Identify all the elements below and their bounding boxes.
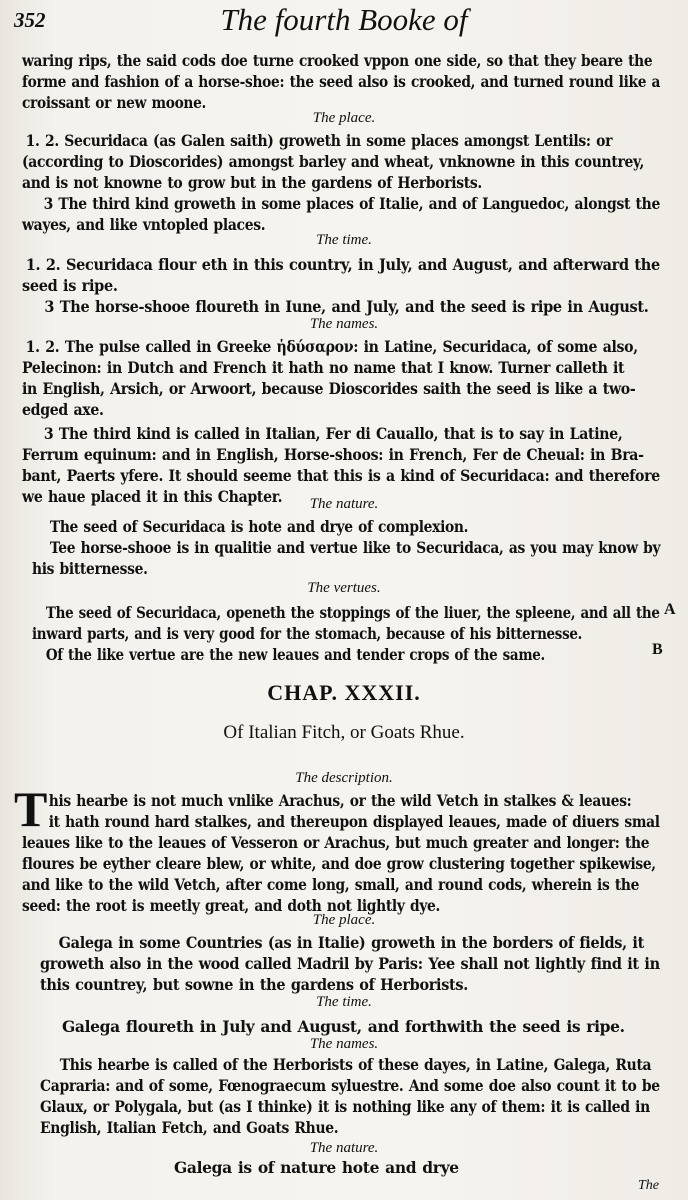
text-line: This hearbe is called of the Herborists of these dayes, in Latine, Galega, Ruta <box>59 1055 652 1074</box>
text-line: seed: the root is meetly great, and doth not lightly dye. <box>22 896 441 915</box>
text-line: Capraria: and of some, Fœnograecum syluestre. And some doe also count it to be <box>40 1076 660 1095</box>
text-line: Of the like vertue are the new leaues and tender crops of the same. <box>45 645 545 664</box>
text-line: Ferrum equinum: and in English, Horse-shoos: in French, Fer de Cheual: in Bra- <box>22 445 644 464</box>
text-line: and like to the wild Vetch, after come long, small, and round cods, wherein is the <box>22 875 640 894</box>
section-heading-names-2: The names. <box>309 1036 379 1052</box>
text-line: wayes, and like vntopled places. <box>22 215 266 234</box>
text-line: bant, Paerts yfere. It should seeme that this is a kind of Securidaca: and therefore <box>22 466 660 485</box>
text-line: 3 The horse-shooe floureth in Iune, and July, and the seed is ripe in August. <box>44 297 649 316</box>
text-line: Galega is of nature hote and drye <box>174 1158 459 1177</box>
place-paragraph <box>22 130 688 235</box>
text-line: 3 The third kind groweth in some places of Italie, and of Languedoc, alongst the <box>43 194 661 213</box>
text-line: (according to Dioscorides) amongst barley and wheat, vnknowne in this countrey, <box>22 152 645 171</box>
time-paragraph <box>22 254 688 317</box>
text-line: this countrey, but sowne in the gardens of Herborists. <box>40 975 468 994</box>
text-line: in English, Arsich, or Arwoort, because Dioscorides saith the seed is like a two- <box>22 379 636 398</box>
vertues-paragraph <box>32 602 688 665</box>
section-heading-place: The place. <box>312 110 376 126</box>
section-heading-names: The names. <box>309 316 379 332</box>
text-line: 1. 2. The pulse called in Greeke ἡδύσαρον: in Latine, Securidaca, of some also, <box>25 337 638 356</box>
section-heading-vertues: The vertues. <box>307 580 381 596</box>
margin-letter-b: B <box>652 641 663 658</box>
text-line: croissant or new moone. <box>22 93 207 112</box>
section-heading-nature-2: The nature. <box>309 1140 379 1156</box>
text-line: we haue placed it in this Chapter. <box>22 487 283 506</box>
drop-cap: T <box>14 781 48 837</box>
nature-paragraph <box>32 516 688 579</box>
names-paragraph <box>22 336 688 507</box>
text-line: Galega floureth in July and August, and forthwith the seed is ripe. <box>62 1017 625 1036</box>
text-line: 1. 2. Securidaca flour eth in this country, in July, and August, and afterward the <box>25 255 660 274</box>
place-paragraph-2 <box>40 932 688 995</box>
text-line: Galega in some Countries (as in Italie) groweth in the borders of fields, it <box>58 933 644 952</box>
text-line: floures be eyther cleare blew, or white, and doe grow clustering together spikewise, <box>22 854 656 873</box>
text-line: inward parts, and is very good for the stomach, because of his bitternesse. <box>32 624 582 643</box>
section-heading-time-2: The time. <box>316 994 372 1010</box>
section-heading-nature: The nature. <box>309 496 379 512</box>
time-paragraph-2 <box>62 1016 625 1037</box>
text-line: English, Italian Fetch, and Goats Rhue. <box>40 1118 339 1137</box>
chapter-subtitle: Of Italian Fitch, or Goats Rhue. <box>223 722 465 743</box>
section-heading-description: The description. <box>295 770 393 786</box>
text-line: seed is ripe. <box>22 276 118 295</box>
names-paragraph-2 <box>40 1054 688 1138</box>
text-line: groweth also in the wood called Madril by Paris: Yee shall not lightly find it in <box>40 954 660 973</box>
section-heading-place-2: The place. <box>312 912 376 928</box>
chapter-title: CHAP. XXXII. <box>267 680 421 705</box>
text-line: 1. 2. Securidaca (as Galen saith) groweth in some places amongst Lentils: or <box>25 131 613 150</box>
text-line: his hearbe is not much vnlike Arachus, or the wild Vetch in stalkes & leaues: <box>48 791 632 810</box>
nature-paragraph-2 <box>174 1157 459 1178</box>
section-heading-time: The time. <box>316 232 372 248</box>
text-line: The seed of Securidaca, openeth the stoppings of the liuer, the spleene, and all the <box>45 603 660 622</box>
text-line: edged axe. <box>22 400 104 419</box>
text-line: leaues like to the leaues of Vesseron or Arachus, but much greater and longer: the <box>22 833 650 852</box>
text-line: The seed of Securidaca is hote and drye of complexion. <box>49 517 469 536</box>
text-line: it hath round hard stalkes, and thereupon displayed leaues, made of diuers smal <box>48 812 660 831</box>
catchword: The <box>638 1178 659 1193</box>
text-line: 3 The third kind is called in Italian, Fer di Cauallo, that is to say in Latine, <box>43 424 623 443</box>
text-line: Pelecinon: in Dutch and French it hath no name that I know. Turner calleth it <box>22 358 625 377</box>
text-line: and is not knowne to grow but in the gardens of Herborists. <box>22 173 482 192</box>
top-paragraph <box>22 50 688 113</box>
page-number: 352 <box>14 8 46 32</box>
text-line: Glaux, or Polygala, but (as I thinke) it is nothing like any of them: it is called in <box>40 1097 650 1116</box>
margin-letter-a: A <box>664 601 676 618</box>
text-line: forme and fashion of a horse-shoe: the seed also is crooked, and turned round like a <box>22 72 661 91</box>
text-line: Tee horse-shooe is in qualitie and vertue like to Securidaca, as you may know by <box>49 538 661 557</box>
text-line: his bitternesse. <box>32 559 148 578</box>
description-paragraph <box>22 790 688 916</box>
text-line: waring rips, the said cods doe turne crooked vppon one side, so that they beare the <box>22 51 653 70</box>
running-head: The fourth Booke of <box>220 2 468 37</box>
